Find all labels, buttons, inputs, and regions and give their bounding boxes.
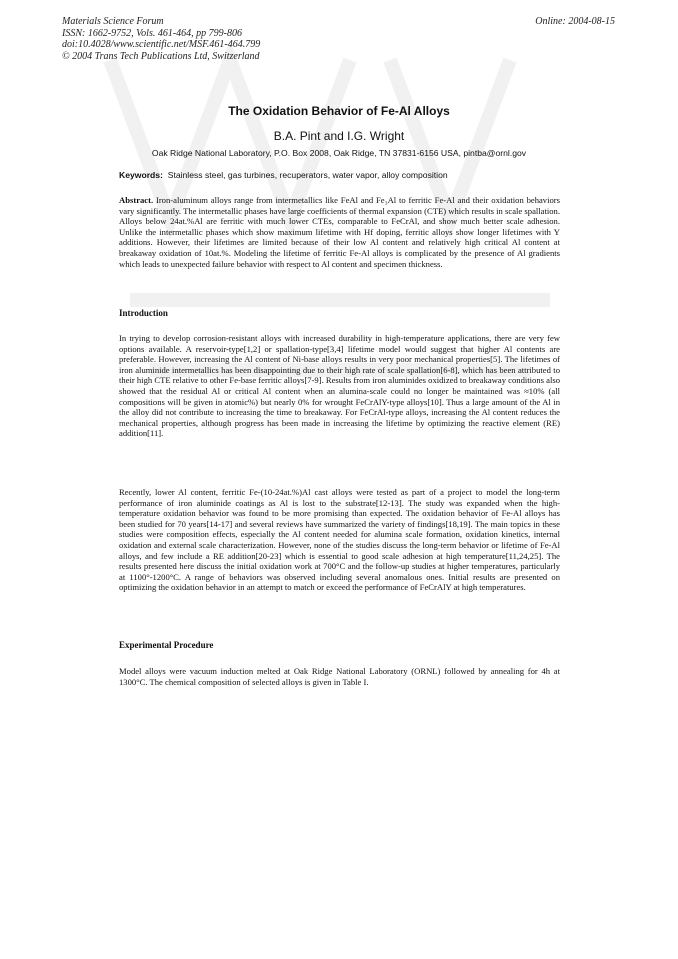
abstract <box>119 195 560 269</box>
doi-line[interactable]: doi:10.4028/www.scientific.net/MSF.461-464.799 <box>62 39 261 51</box>
keywords-line <box>119 170 559 180</box>
abstract-label: Abstract. <box>119 195 154 205</box>
copyright-line: © 2004 Trans Tech Publications Ltd, Switzerland <box>62 50 260 62</box>
experimental-heading: Experimental Procedure <box>119 640 214 650</box>
paper-title: The Oxidation Behavior of Fe-Al Alloys <box>228 104 450 118</box>
introduction-paragraph-2: Recently, lower Al content, ferritic Fe-(10-24at.%)Al cast alloys were tested as part of a project to model the long-term performance of iron aluminide coatings as Al is lost to the substrate[12-13]. The study was expanded when the high-temperature oxidation behavior was found to be more promising than expected. The oxidation behavior of Fe-Al alloys has been studied for 70 years[14-17] and several reviews have summarized the variety of findings[18,19]. The main topics in these studies were composition effects, especially the Al content needed for alumina scale formation, oxidation kinetics, internal oxidation and external scale characterization. However, none of the studies discuss the long-term behavior or lifetime of Fe-Al alloys, and few include a RE addition[20-23] which is essential to good scale adhesion at high temperature[11,24,25]. The results presented here discuss the initial oxidation work at 700°C and the follow-up studies at higher temperatures, particularly at 1100°-1200°C. A range of behaviors was observed including several anomalous ones. Initial results are presented on optimizing the oxidation behavior in an attempt to match or exceed the performance of FeCrAlY at high temperatures. <box>119 487 560 593</box>
online-date: Online: 2004-08-15 <box>535 16 615 27</box>
introduction-heading: Introduction <box>119 308 168 318</box>
introduction-paragraph-1: In trying to develop corrosion-resistant alloys with increased durability in high-temperature applications, there are very few options available. A reservoir-type[1,2] or spallation-type[3,4] lifetime model would suggest that higher Al contents are preferable. However, increasing the Al content of Ni-base alloys results in very poor mechanical properties[5]. The lifetimes of iron aluminide intermetallics has been disappointing due to their high rate of scale spallation[6-8], which has been attributed to their high CTE relative to other Fe-base ferritic alloys[7-9]. Results from iron aluminides oxidized to breakaway conditions also showed that the residual Al or critical Al content when an alumina-scale could no longer be maintained was ≈10% (all compositions will be given in atomic%) but nearly 0% for wrought FeCrAlY-type alloys[10]. Thus a large amount of the Al in the alloy did not contribute to increasing the time to breakaway. For FeCrAl-type alloys, increasing the Al content reduces the mechanical properties, although progress has been made in increasing the lifetime by optimizing the reactive element (RE) addition[11]. <box>119 333 560 439</box>
author-affiliation: Oak Ridge National Laboratory, P.O. Box 2008, Oak Ridge, TN 37831-6156 USA, pintba@ornl.gov <box>151 148 527 158</box>
journal-name: Materials Science Forum <box>62 16 164 27</box>
abstract-text: Iron-aluminum alloys range from intermetallics like FeAl and Fe₃Al to ferritic Fe-Al and their oxidation behaviors vary significantly. The intermetallic phases have large coefficients of thermal expansion (CTE) which results in scale spallation. Alloys below 24at.%Al are ferritic with much lower CTEs, comparable to FeCrAl, and show much better scale adhesion. Unlike the intermetallic phases which show maximum lifetime with Hf doping, ferritic alloys show longer lifetimes with Y additions. However, their lifetimes are limited because of their low Al content and relatively high critical Al content at breakaway oxidation of 10at.%. Modeling the lifetime of ferritic Fe-Al alloys is complicated by the presence of Al gradients which leads to unexpected failure behavior with respect to Al content and specimen thickness. <box>119 195 560 269</box>
issn-line: ISSN: 1662-9752, Vols. 461-464, pp 799-806 <box>62 27 242 39</box>
journal-header <box>62 16 482 62</box>
keywords-text: Stainless steel, gas turbines, recuperators, water vapor, alloy composition <box>167 170 448 180</box>
paper-authors: B.A. Pint and I.G. Wright <box>273 129 405 143</box>
experimental-paragraph-1: Model alloys were vacuum induction melted at Oak Ridge National Laboratory (ORNL) followed by annealing for 4h at 1300°C. The chemical composition of selected alloys is given in Table I. <box>119 666 560 687</box>
keywords-label: Keywords: <box>119 170 163 180</box>
